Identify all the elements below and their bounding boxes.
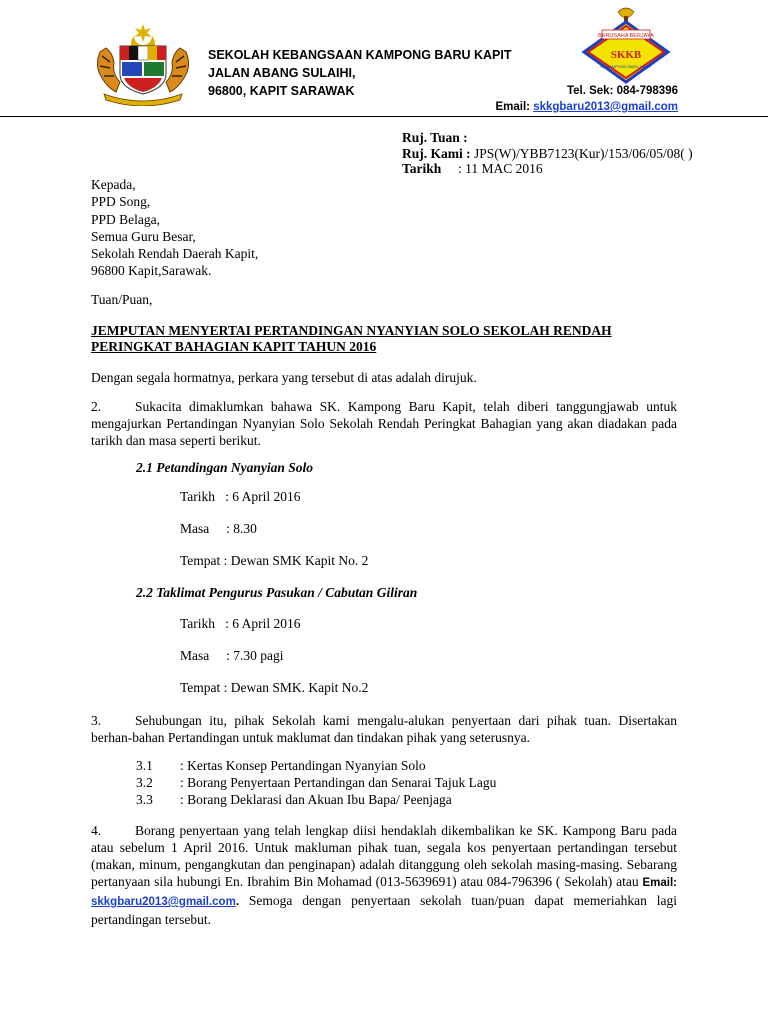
salutation: Tuan/Puan,	[91, 292, 153, 307]
school-letterhead	[208, 46, 511, 100]
list-item-text: : Kertas Konsep Pertandingan Nyanyian Solo	[180, 758, 426, 773]
school-phone: Tel. Sek: 084-798396	[566, 85, 678, 97]
letter-subject	[91, 323, 691, 354]
paragraph-3	[91, 712, 677, 746]
paragraph-text: Sukacita dimaklumkan bahawa SK. Kampong Baru Kapit, telah diberi tanggungjawab untuk mengajurkan Pertandingan Nyanyian Solo Sekolah Rendah Peringkat Bahagian yang akan diadakan pada tarikh dan masa seperti berikut.	[91, 399, 677, 448]
section-2-1-tempat: Tempat : Dewan SMK Kapit No. 2	[180, 553, 369, 568]
paragraph-text: Sehubungan itu, pihak Sekolah kami mengalu-alukan penyertaan dari pihak tuan. Disertakan berhan-bahan Pertandingan untuk maklumat dan tindakan pihak yang seterusnya.	[91, 713, 677, 745]
paragraph-2	[91, 398, 677, 449]
email-label: Email:	[495, 101, 530, 113]
school-badge-name: SK KAMPONG BARU KAPIT	[600, 64, 652, 69]
coat-of-arms-logo	[90, 22, 196, 106]
header-divider	[0, 116, 768, 117]
school-email-link[interactable]: skkgbaru2013@gmail.com	[533, 101, 678, 113]
ruj-kami-value: JPS(W)/YBB7123(Kur)/153/06/05/08( )	[474, 145, 693, 161]
paragraph-number: 3.	[91, 713, 102, 728]
ruj-tuan-row	[402, 130, 693, 146]
section-2-1-title: 2.1 Petandingan Nyanyian Solo	[136, 460, 314, 475]
list-item	[136, 757, 496, 774]
school-contact	[495, 83, 678, 115]
intro-paragraph: Dengan segala hormatnya, perkara yang tersebut di atas adalah dirujuk.	[91, 370, 477, 385]
ruj-kami-label: Ruj. Kami :	[402, 145, 471, 161]
recipient-line: Semua Guru Besar,	[91, 228, 196, 244]
school-name: SEKOLAH KEBANGSAAN KAMPONG BARU KAPIT	[208, 48, 512, 62]
list-item-text: : Borang Deklarasi dan Akuan Ibu Bapa/ Peenjaga	[180, 792, 452, 807]
tarikh-row	[402, 161, 693, 177]
list-item-number: 3.2	[136, 775, 153, 790]
section-2-1-masa: Masa : 8.30	[180, 521, 257, 536]
recipient-line: Sekolah Rendah Daerah Kapit,	[91, 246, 259, 262]
paragraph-text: Borang penyertaan yang telah lengkap diisi hendaklah dikembalikan ke SK. Kampong Baru pada atau sebelum 1 April 2016. Untuk makluman pihak tuan, segala kos penyertaan pertandingan tersebut (makan, minum, pengangkutan dan penginapan) adalah ditanggung oleh sekolah masing-masing. Sebarang pertanyaan sila hubungi En. Ibrahim Bin Mohamad (013-5639691) atau 084-796396 ( Sekolah) atau	[91, 823, 677, 889]
list-item-number: 3.3	[136, 792, 153, 807]
paragraph-4	[91, 822, 677, 928]
section-2-1-tarikh: Tarikh : 6 April 2016	[180, 489, 301, 504]
subject-line: JEMPUTAN MENYERTAI PERTANDINGAN NYANYIAN SOLO SEKOLAH RENDAH	[91, 323, 612, 338]
ruj-kami-row	[402, 146, 693, 162]
ruj-tuan-label: Ruj. Tuan :	[402, 130, 468, 145]
recipient-line: Kepada,	[91, 177, 136, 192]
recipient-line: PPD Belaga,	[91, 211, 160, 227]
paragraph-text-closing: Semoga dengan penyertaan sekolah tuan/puan dapat memeriahkan lagi pertandingan tersebut.	[91, 893, 677, 927]
email-period: .	[235, 896, 240, 908]
school-badge-initials: SKKB	[610, 49, 642, 61]
list-item-number: 3.1	[136, 758, 153, 773]
tarikh-value: : 11 MAC 2016	[458, 161, 543, 176]
list-item	[136, 791, 496, 808]
recipient-line: 96800 Kapit,Sarawak.	[91, 263, 212, 279]
section-2-2-tempat: Tempat : Dewan SMK. Kapit No.2	[180, 680, 369, 695]
reference-block	[402, 130, 693, 177]
school-email-line	[495, 99, 678, 115]
list-item	[136, 774, 496, 791]
section-2-2-tarikh: Tarikh : 6 April 2016	[180, 616, 301, 631]
attachment-list	[136, 757, 496, 808]
recipient-line: PPD Song,	[91, 194, 151, 210]
section-2-2-masa: Masa : 7.30 pagi	[180, 648, 284, 663]
school-address-line: JALAN ABANG SULAIHI,	[208, 66, 356, 80]
paragraph-number: 4.	[91, 823, 102, 838]
recipient-address	[91, 176, 258, 280]
email-label: Email:	[642, 877, 678, 889]
list-item-text: : Borang Penyertaan Pertandingan dan Senarai Tajuk Lagu	[180, 775, 497, 790]
subject-line: PERINGKAT BAHAGIAN KAPIT TAHUN 2016	[91, 338, 377, 354]
school-address-line: 96800, KAPIT SARAWAK	[208, 84, 355, 98]
contact-email-link[interactable]: skkgbaru2013@gmail.com	[91, 896, 236, 908]
section-2-2-title: 2.2 Taklimat Pengurus Pasukan / Cabutan Giliran	[136, 585, 418, 600]
tarikh-label: Tarikh	[402, 161, 442, 176]
school-badge-logo	[580, 4, 672, 84]
school-badge-motto: BERUSAHA BERJAYA	[598, 33, 654, 39]
paragraph-number: 2.	[91, 399, 102, 414]
